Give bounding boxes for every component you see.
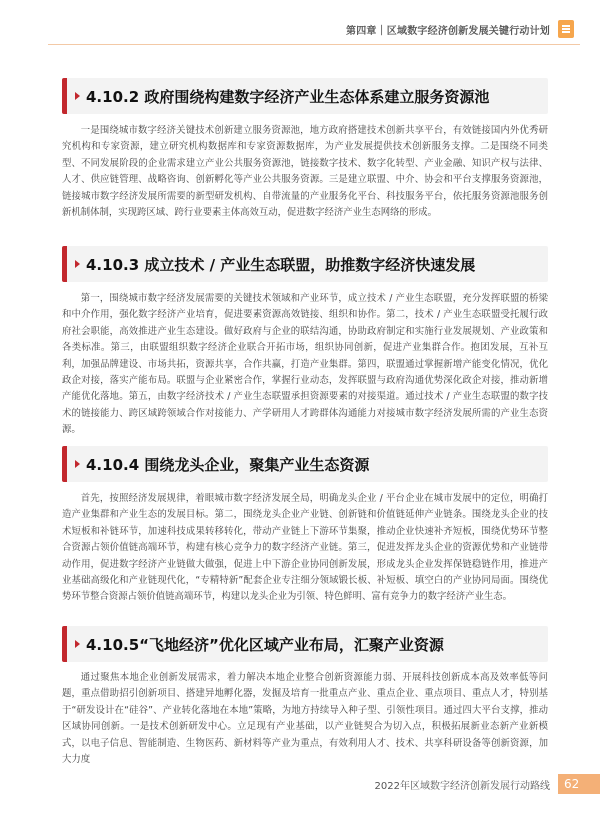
triangle-marker-icon [75,92,80,100]
page-footer [375,774,600,794]
footer-title: 2022年区域数字经济创新发展行动路线 [374,780,550,792]
chapter-title: 第四章｜区域数字经济创新发展关键行动计划 [346,25,550,37]
header-divider [48,44,580,45]
page-header [346,18,574,40]
page-number: 62 [558,774,600,794]
section-body-4-10-5: 通过聚焦本地企业创新发展需求，着力解决本地企业整合创新资源能力弱、开展科技创新成本高及效率低等问题，重点借助招引创新项目、搭建异地孵化器，发掘及培育一批重点产业、重点企业、重点项目、重点人才，特别基于“研发设计在“硅谷”、产业转化落地在本地”策略，为地方持续导入种子型、引领性项目。通过四大平台支撑，推动区域协同创新。一是技术创新研发中心。立足现有产业基础，以产业链契合为切入点，积极拓展新业态新产业新模式，以电子信息、智能制造、生物医药、新材料等产业为重点，有效利用人才、技术、共享科研设备等创新资源，加大力度 [62,672,548,766]
triangle-marker-icon [75,460,80,468]
section-heading-4-10-3 [62,246,548,282]
section-heading-4-10-4 [62,446,548,482]
section-title: 4.10.3 成立技术 / 产业生态联盟，助推数字经济快速发展 [86,255,476,274]
section-title: 4.10.2 政府围绕构建数字经济产业生态体系建立服务资源池 [86,87,490,106]
section-body-4-10-2: 一是围绕城市数字经济关键技术创新建立服务资源池，地方政府搭建技术创新共享平台，有效链接国内外优秀研究机构和专家资源，建立研究机构数据库和专家资源数据库，为产业发展提供技术创新服务支撑。二是围绕不同类型、不同发展阶段的企业需求建立产业公共服务资源池，链接数字技术、数字化转型、产业金融、知识产权与法律、人才、供应链管理、战略咨询、创新孵化等产业公共服务资源。三是建立联盟、中介、协会和平台支撑服务资源池，链接城市数字经济发展所需要的新型研发机构、自带流量的产业服务化平台、科技服务平台，依托服务资源池服务创新机制体制，实现跨区域、跨行业要素主体高效互动，促进数字经济产业生态网络的形成。 [62,125,548,219]
section-title: 4.10.5“飞地经济”优化区域产业布局，汇聚产业资源 [86,635,444,654]
section-body-4-10-4: 首先，按照经济发展规律，着眼城市数字经济发展全局，明确龙头企业 / 平台企业在城市发展中的定位，明确打造产业集群和产业生态的发展目标。第二，围绕龙头企业产业链、创新链和价值链延伸产业链条。围绕龙头企业的技术短板和补链环节，加速科技成果转移转化，带动产业链上下游环节集聚，推动企业快速补齐短板，围绕优势环节整合资源占领价值链高端环节，构建有核心竞争力的数字经济产业链。第三，促进发挥龙头企业的资源优势和产业链带动作用，促进数字经济产业链做大做强，促进上中下游企业协同创新发展，形成龙头企业发挥保链稳链作用，推进产业基础高级化和产业链现代化，“专精特新”配套企业专注细分领域锻长板、补短板、填空白的产业协同局面。围绕优势环节整合资源占领价值链高端环节，构建以龙头企业为引领、特色鲜明、富有竞争力的数字经济产业生态。 [62,493,548,603]
triangle-marker-icon [75,640,80,648]
section-heading-4-10-2 [62,78,548,114]
triangle-marker-icon [75,260,80,268]
document-icon [558,20,574,38]
section-title: 4.10.4 围绕龙头企业，聚集产业生态资源 [86,455,370,474]
section-body-4-10-3: 第一，围绕城市数字经济发展需要的关键技术领域和产业环节，成立技术 / 产业生态联盟，充分发挥联盟的桥梁和中介作用，强化数字经济产业培育，促进要素资源高效链接、组织和协作。第二，技术 / 产业生态联盟受托履行政府社会职能，高效推进产业生态建设。做好政府与企业的联结沟通，协助政府制定和实施行业发展规划、产业政策和各类标准。第三，由联盟组织数字经济企业联合开拓市场，组织协同创新，促进产业集群合作。抱团发展，互补互利，加强品牌建设、市场共拓，资源共享，合作共赢，打造产业集群。第四，联盟通过掌握新增产能变化情况，优化政企对接，落实产能布局。联盟与企业紧密合作，掌握行业动态，发挥联盟与政府沟通优势深化政企对接，推动新增产能优化落地。第五，由数字经济技术 / 产业生态联盟承担资源要素的对接渠道。通过技术 / 产业生态联盟的数字技术的链接能力、跨区域跨领域合作对接能力、产学研用人才跨群体沟通能力对接城市数字经济发展所需的产业生态资源。 [62,293,548,436]
section-heading-4-10-5 [62,626,548,662]
